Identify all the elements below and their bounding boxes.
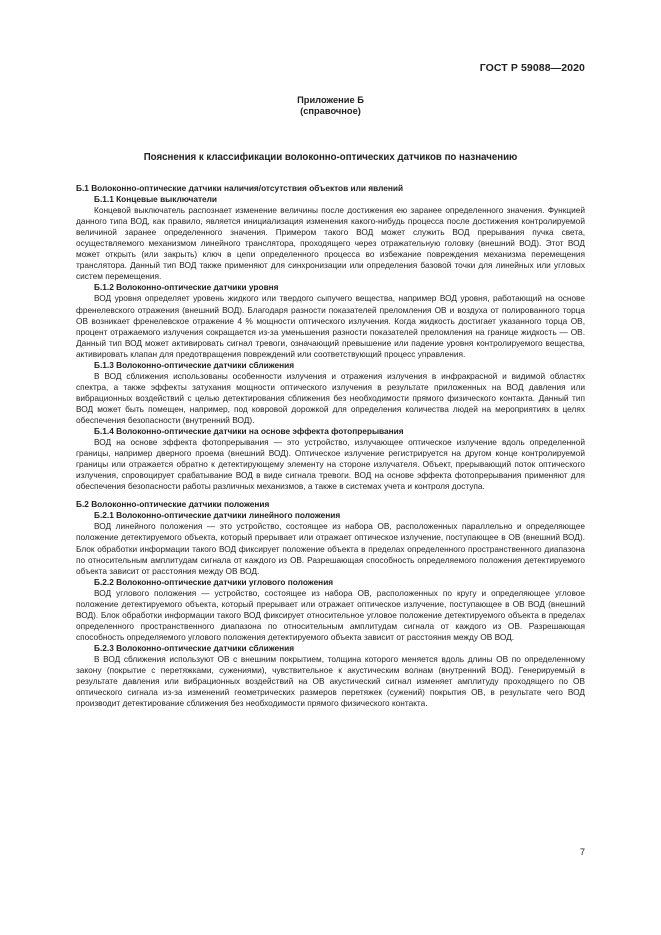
page-number: 7 (579, 847, 585, 857)
section-heading-b1: Б.1 Волоконно-оптические датчики наличия/отсутствия объектов или явлений (76, 183, 404, 193)
section-spacer (76, 492, 585, 499)
subsection-heading-b22: Б.2.2 Волоконно-оптические датчики углового положения (94, 576, 334, 587)
paragraph-b14: ВОД на основе эффекта фотопрерывания — это устройство, излучающее оптическое излучение вдоль определенной границы, например дверного проема (внешний ВОД). Оптическое излучение регистрируется на другом конце контролируемой границы или отражается обратно к детектирующему элементу на стороне излучателя. Объект, прерывающий поток оптического излучения, спровоцирует срабатывание ВОД в виде сигнала тревоги. ВОД на основе эффекта фотопрерывания применяют для обеспечения безопасности работы различных механизмов, а также в системах учета и контроля доступа. (76, 437, 585, 492)
annex-note: (справочное) (300, 106, 361, 116)
subsection-heading-b23: Б.2.3 Волоконно-оптические датчики сближения (94, 642, 295, 653)
annex-title: Приложение Б (297, 95, 364, 105)
paragraph-b21: ВОД линейного положения — это устройство, состоящее из набора ОВ, расположенных параллельно и определяющее положение детектируемого объекта, который прерывает или отражает оптическое излучение, поступающее в ОВ (внешний ВОД). Блок обработки информации такого ВОД фиксирует положение объекта в пределах определенного пространственного диапазона по относительным амплитудам сигнала от каждого из ОВ. Разрешающая способность определяемого положения детектируемого объекта зависит от расстояния между ОВ ВОД. (76, 521, 585, 576)
document-title: Пояснения к классификации волоконно-оптических датчиков по назначению (143, 152, 518, 163)
standard-number: ГОСТ Р 59088—2020 (479, 62, 585, 74)
document-body (76, 183, 585, 709)
paragraph-b22: ВОД углового положения — устройство, состоящее из набора ОВ, расположенных по кругу и определяющее угловое положение детектируемого объекта, который прерывает или отражает оптическое излучение, поступающее в ОВ ВОД (внешний ВОД). Блок обработки информации такого ВОД фиксирует относительное угловое положение детектируемого объекта в пределах определенного пространственного диапазона по относительным амплитудам сигнала от каждого из ОВ. Разрешающая способность определяемого углового положения детектируемого объекта зависит от расстояния между ОВ ВОД. (76, 587, 585, 642)
subsection-heading-b21: Б.2.1 Волоконно-оптические датчики линейного положения (94, 510, 341, 521)
subsection-heading-b13: Б.1.3 Волоконно-оптические датчики сближения (94, 359, 295, 370)
subsection-heading-b14: Б.1.4 Волоконно-оптические датчики на основе эффекта фотопрерывания (94, 426, 404, 437)
paragraph-b13: В ВОД сближения использованы особенности излучения и отражения излучения в инфракрасной и видимой областях спектра, а также эффекты затухания мощности оптического излучения в результате приложенных на ВОД давления или вибрационных воздействий с целью детектирования сближения без необходимости прямого физического контакта. Данный тип ВОД может быть помещен, например, под ковровой дорожкой для определения количества людей на мероприятиях в целях обеспечения безопасности (внутренний ВОД). (76, 370, 585, 425)
paragraph-b12: ВОД уровня определяет уровень жидкого или твердого сыпучего вещества, например ВОД уровня, работающий на основе френелевского отражения (внешний ВОД). Благодаря разности показателей преломления ОВ и воздуха от полированного торца ОВ возникает френелевское отражение 4 % мощности оптического излучения. Когда жидкость достигает указанного торца ОВ, процент отражаемого излучения сокращается из-за уменьшения разности показателей преломления на границе жидкость — ОВ. Данный тип ВОД может активировать сигнал тревоги, означающий превышение или падение уровня контролируемого вещества, активировать клапан для предотвращения повреждений или соответствующий процесс управления. (76, 293, 585, 359)
subsection-heading-b11: Б.1.1 Концевые выключатели (94, 194, 218, 205)
section-heading-b2: Б.2 Волоконно-оптические датчики положения (76, 499, 270, 510)
subsection-heading-b12: Б.1.2 Волоконно-оптические датчики уровня (94, 282, 279, 293)
paragraph-b11: Концевой выключатель распознает изменение величины после достижения ею заранее определенного значения. Функцией данного типа ВОД, как правило, является инициализация изменения какого-нибудь процесса после достижения контролируемой величиной заранее определенного значения. Примером такого ВОД может служить ВОД прерывания пучка света, осуществляемого механизмом линейного транслятора, проходящего через отражательную головку (внешний ВОД). Этот ВОД может открыть (или закрыть) ключ в цепи определенного процесса во избежание повреждения механизма перемещения транслятора. Данный тип ВОД также применяют для синхронизации или определения базовой точки для линейных или угловых систем перемещения. (76, 205, 585, 282)
paragraph-b23: В ВОД сближения используют ОВ с внешним покрытием, толщина которого меняется вдоль длины ОВ по определенному закону (покрытие с перетяжками, сужениями), чувствительное к акустическим волнам (внутренний ВОД). Генерируемый в результате давления или вибрационных воздействий на ОВ акустический сигнал изменяет амплитуду проходящего по ОВ оптического сигнала из-за изменений геометрических размеров перетяжек (сужений) покрытия ОВ, в результате чего ВОД производит детектирование сближения без необходимости прямого физического контакта. (76, 653, 585, 709)
